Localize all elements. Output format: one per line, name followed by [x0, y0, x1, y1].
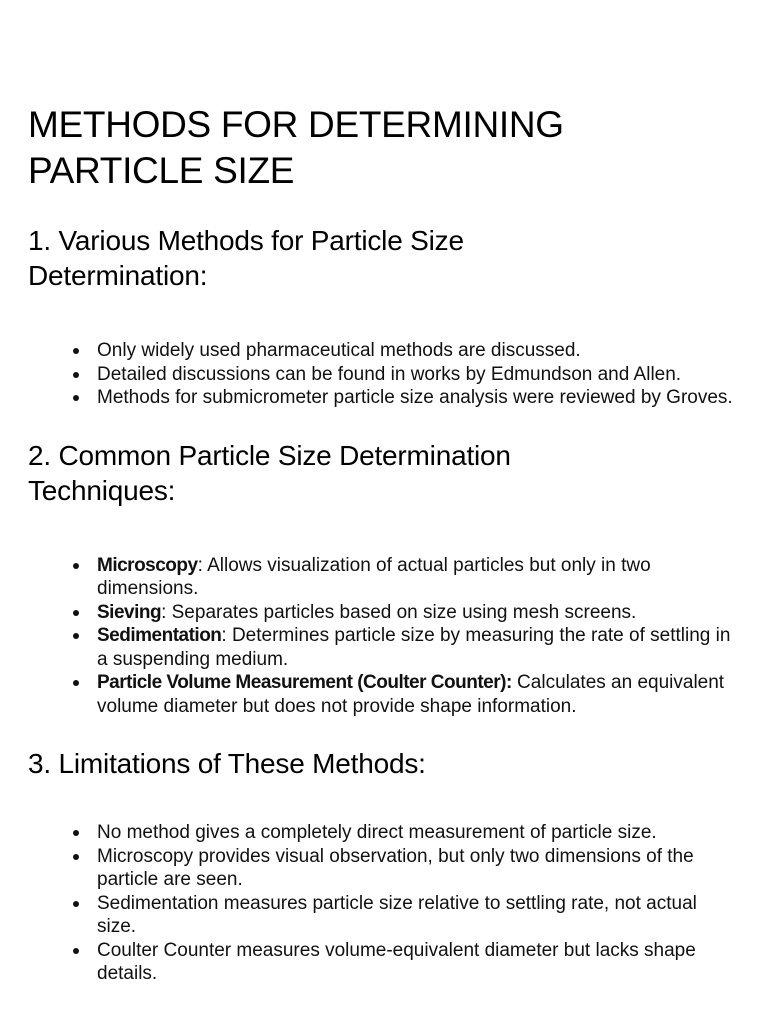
bullet-icon — [73, 633, 79, 639]
page-title-line-2: PARTICLE SIZE — [28, 150, 295, 191]
list-item-text: Only widely used pharmaceutical methods are discussed. — [97, 340, 581, 361]
list-item — [28, 939, 740, 986]
list-item-text: Microscopy provides visual observation, but only two dimensions of the particle are seen. — [97, 845, 694, 890]
bullet-icon — [73, 901, 79, 907]
list-item — [28, 601, 740, 625]
list-item — [28, 821, 740, 845]
section-limitations — [28, 746, 740, 986]
section-heading-line-1: 3. Limitations of These Methods: — [28, 748, 426, 779]
bullet-icon — [73, 372, 79, 378]
list-item — [28, 845, 740, 892]
list-item-term: Sieving — [97, 601, 162, 623]
page-title-line-1: METHODS FOR DETERMINING — [28, 104, 564, 145]
section-heading — [28, 223, 740, 293]
section-heading — [28, 746, 740, 781]
bullet-icon — [73, 680, 79, 686]
list-item-text: Detailed discussions can be found in works by Edmundson and Allen. — [97, 363, 682, 385]
bullet-icon — [73, 948, 79, 954]
section-heading-line-1: 2. Common Particle Size Determination — [28, 439, 511, 471]
document-page — [28, 102, 740, 986]
list-item-term: Microscopy — [97, 554, 198, 576]
list-item-text: Sedimentation measures particle size relative to settling rate, not actual size. — [97, 892, 697, 937]
list-item — [28, 386, 740, 410]
list-item-text: : Determines particle size by measuring the rate of settling in a suspending medium. — [97, 625, 731, 670]
list-item — [28, 554, 740, 601]
section-common-techniques — [28, 438, 740, 719]
list-item-term: Particle Volume Measurement (Coulter Counter): — [97, 672, 512, 693]
list-item-text: Calculates an equivalent volume diameter but does not provide shape information. — [97, 672, 725, 717]
list-item — [28, 363, 740, 387]
section-heading-line-2: Techniques: — [28, 474, 176, 506]
list-item-term: Sedimentation — [97, 625, 222, 646]
list-item-text: : Separates particles based on size using mesh screens. — [161, 601, 637, 623]
bullet-icon — [73, 610, 79, 616]
list-item-text: : Allows visualization of actual particles but only in two dimensions. — [97, 554, 651, 599]
list-item — [28, 671, 740, 718]
list-item-text: Coulter Counter measures volume-equivalent diameter but lacks shape details. — [97, 939, 696, 984]
bullet-icon — [73, 854, 79, 860]
bullet-list — [28, 554, 740, 719]
section-heading-line-2: Determination: — [28, 260, 208, 291]
page-title — [28, 102, 740, 194]
list-item — [28, 339, 740, 363]
bullet-icon — [73, 563, 79, 569]
section-heading-line-1: 1. Various Methods for Particle Size — [28, 225, 464, 256]
list-item-text: No method gives a completely direct measurement of particle size. — [97, 822, 657, 843]
section-various-methods — [28, 223, 740, 410]
list-item-text: Methods for submicrometer particle size analysis were reviewed by Groves. — [97, 387, 733, 408]
section-heading — [28, 438, 740, 508]
list-item — [28, 624, 740, 671]
bullet-icon — [73, 348, 79, 354]
bullet-icon — [73, 830, 79, 836]
bullet-icon — [73, 395, 79, 401]
bullet-list — [28, 821, 740, 986]
list-item — [28, 892, 740, 939]
bullet-list — [28, 339, 740, 410]
